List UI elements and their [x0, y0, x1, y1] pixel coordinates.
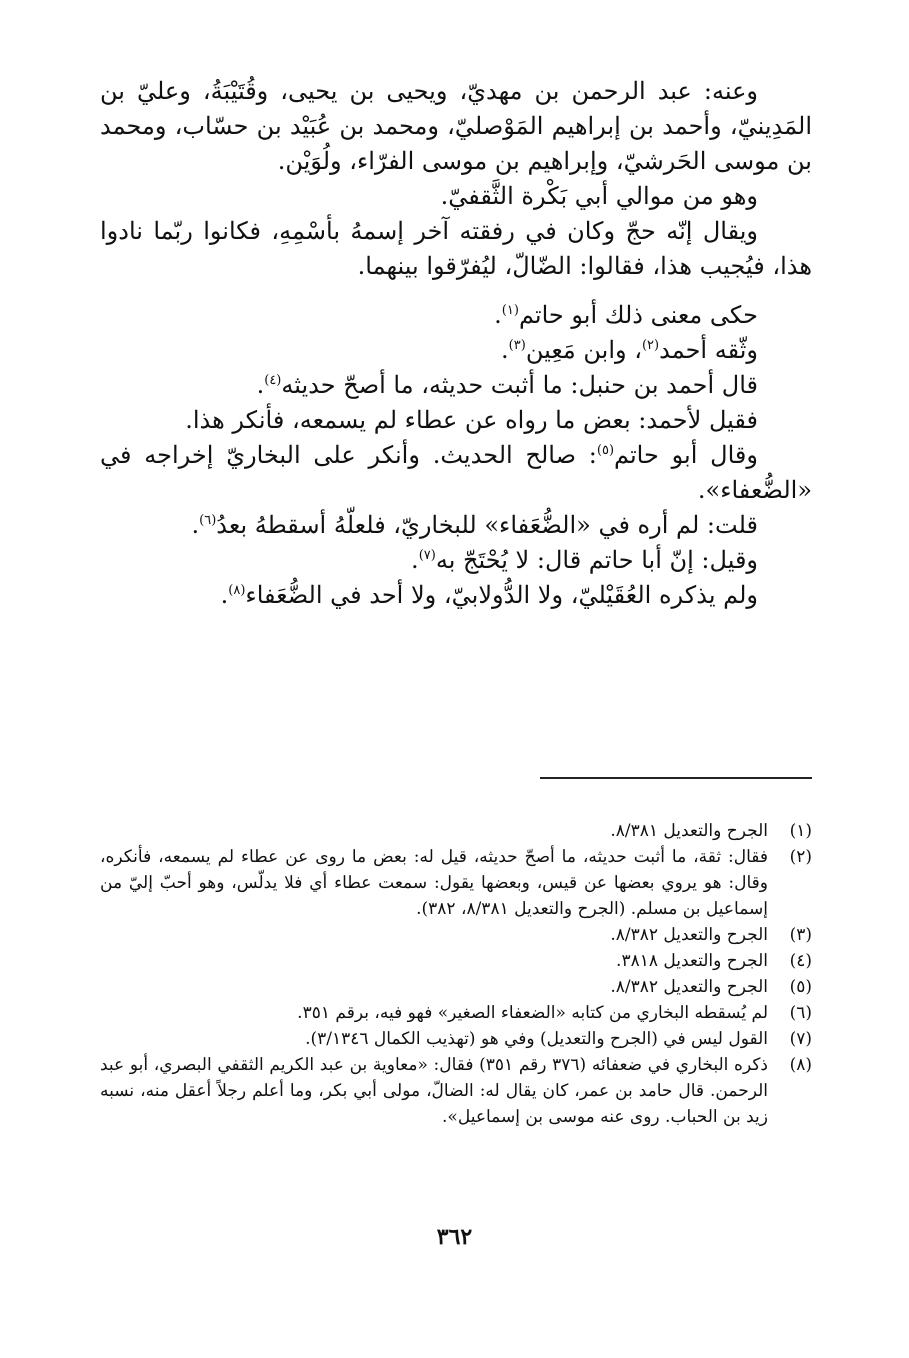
quote-tawthiq: وثّقه أحمد$^{(٢)}$، وابن مَعِين$^{(٣)}$. — [501, 336, 758, 364]
paragraph-namesake: ويقال إنّه حجّ وكان في رفقته آخر إسمهُ بأسْمِهِ، فكانوا ربّما نادوا هذا، فيُجيب هذا، فقالوا: الضّالّ، ليُفرّقوا بينهما. — [100, 217, 812, 280]
footnote-text: ذكره البخاري في ضعفائه (٣٧٦ رقم ٣٥١) فقال: «معاوية بن عبد الكريم الثقفي البصري، أبو عبد الرحمن. قال حامد بن عمر، كان يقال له: الضالّ، مولى أبي بكر، وما أعلم رجلاً أعقل منه، نسبه زيد بن الحباب. روى عنه موسى بن إسماعيل». — [100, 1055, 768, 1127]
note-la-yuhtajj: وقيل: إنّ أبا حاتم قال: لا يُحْتَجّ به$^{(٧)}$. — [411, 546, 758, 574]
footnote-ref-8[interactable]: (٨) — [228, 583, 246, 598]
quote-abu-hatim: حكى معنى ذلك أبو حاتم$^{(١)}$. — [494, 301, 758, 329]
footnote-item — [100, 1026, 812, 1052]
footnote-number: (٧) — [789, 1029, 812, 1049]
footnote-item — [100, 974, 812, 1000]
paragraph-narrators: وعنه: عبد الرحمن بن مهديّ، ويحيى بن يحيى، وقُتَيْبَةُ، وعليّ بن المَدِينيّ، وأحمد بن إبراهيم المَوْصليّ، ومحمد بن عُبَيْد بن حسّاب، ومحمد بن موسى الحَرشيّ، وإبراهيم بن موسى الفرّاء، ولُوَيْن. — [100, 77, 813, 175]
footnote-text: القول ليس في (الجرح والتعديل) وفي هو (تهذيب الكمال ٣/١٣٤٦). — [305, 1029, 768, 1049]
footnote-item — [100, 844, 812, 922]
page-number: ٣٦٢ — [436, 1224, 473, 1250]
footnote-ref-1[interactable]: (١) — [501, 303, 519, 318]
note-bukhari: قلت: لم أره في «الضُّعَفاء» للبخاريّ، فلعلّهُ أسقطهُ بعدُ$^{(٦)}$. — [191, 511, 758, 539]
footnotes-section — [100, 818, 812, 1130]
footnote-item — [100, 818, 812, 844]
footnote-number: (٨) — [789, 1055, 812, 1075]
footnote-number: (٦) — [789, 1003, 812, 1023]
main-text-block — [100, 74, 812, 613]
footnote-ref-7[interactable]: (٧) — [418, 548, 436, 563]
footnote-ref-3[interactable]: (٣) — [508, 338, 526, 353]
footnote-number: (٥) — [789, 977, 812, 997]
footnote-item — [100, 922, 812, 948]
quote-abu-hatim-salih: وقال أبو حاتم$^{(٥)}$: صالح الحديث. وأنكر على البخاريّ إخراجه في «الضُّعفاء». — [100, 441, 812, 504]
footnote-ref-4[interactable]: (٤) — [264, 373, 282, 388]
footnote-text: الجرح والتعديل ٣٨١٨. — [616, 951, 768, 971]
footnote-ref-6[interactable]: (٦) — [199, 513, 217, 528]
footnote-text: فقال: ثقة، ما أثبت حديثه، ما أصحّ حديثه، قيل له: بعض ما روى عن عطاء لم يسمعه، فأنكره، وقال: هو يروي بعضها عن قيس، وبعضها يقول: سمعت عطاء أي فلا يدلّس، وهو أحبّ إليّ من إسماعيل بن مسلم. (الجرح والتعديل ٨/٣٨١، ٣٨٢). — [100, 847, 768, 919]
footnote-number: (٣) — [789, 925, 812, 945]
footnote-item — [100, 1000, 812, 1026]
footnote-separator — [540, 777, 812, 779]
footnote-ref-2[interactable]: (٢) — [641, 338, 660, 353]
note-uqayli: ولم يذكره العُقَيْليّ، ولا الدُّولابيّ، ولا أحد في الضُّعَفاء$^{(٨)}$. — [220, 581, 758, 609]
quote-ata: فقيل لأحمد: بعض ما رواه عن عطاء لم يسمعه، فأنكر هذا. — [185, 406, 758, 434]
footnote-item — [100, 948, 812, 974]
paragraph-mawla: وهو من موالي أبي بَكْرة الثَّقفيّ. — [440, 182, 758, 210]
quote-ahmad: قال أحمد بن حنبل: ما أثبت حديثه، ما أصحّ حديثه$^{(٤)}$. — [256, 371, 758, 399]
footnote-text: الجرح والتعديل ٨/٣٨٢. — [610, 977, 768, 997]
footnote-text: الجرح والتعديل ٨/٣٨١. — [610, 821, 768, 841]
footnote-item — [100, 1052, 812, 1130]
footnote-text: الجرح والتعديل ٨/٣٨٢. — [610, 925, 768, 945]
footnote-number: (٢) — [789, 847, 812, 867]
footnote-number: (٤) — [789, 951, 812, 971]
footnote-number: (١) — [789, 821, 812, 841]
footnote-text: لم يُسقطه البخاري من كتابه «الضعفاء الصغير» فهو فيه، برقم ٣٥١. — [297, 1003, 768, 1023]
footnote-ref-5[interactable]: (٥) — [596, 443, 615, 458]
